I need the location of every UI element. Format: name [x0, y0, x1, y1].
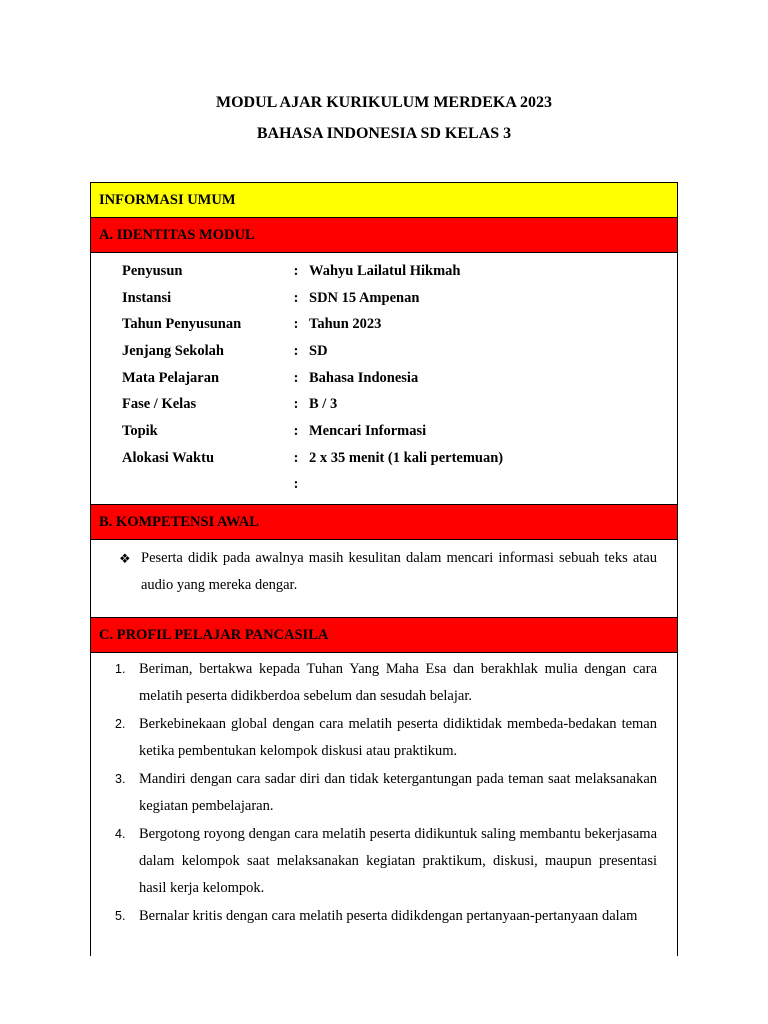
identity-row — [91, 472, 677, 499]
section-header-competence: B. KOMPETENSI AWAL — [91, 505, 677, 540]
identity-label: Tahun Penyusunan — [122, 316, 242, 333]
identity-value: Mencari Informasi — [309, 422, 427, 439]
identity-label: Jenjang Sekolah — [122, 342, 224, 359]
identity-colon: : — [293, 316, 299, 333]
document-title: MODUL AJAR KURIKULUM MERDEKA 2023 — [215, 94, 552, 111]
list-number: 4. — [115, 827, 126, 842]
identity-row — [91, 365, 677, 392]
competence-text: Peserta didik pada awalnya masih kesulitan dalam mencari informasi sebuah teks atau audio yang mereka dengar. — [141, 550, 657, 594]
identity-colon: : — [293, 476, 299, 493]
competence-block — [91, 540, 677, 618]
identity-label: Alokasi Waktu — [122, 449, 215, 466]
list-number: 3. — [115, 772, 126, 787]
identity-colon: : — [293, 449, 299, 466]
list-text: Beriman, bertakwa kepada Tuhan Yang Maha Esa dan berakhlak mulia dengan cara melatih peserta didikberdoa sebelum dan sesudah belajar. — [139, 661, 657, 705]
list-item — [119, 545, 657, 599]
list-number: 5. — [115, 909, 126, 924]
identity-colon: : — [293, 422, 299, 439]
list-item — [115, 656, 657, 710]
list-text: Mandiri dengan cara sadar diri dan tidak ketergantungan pada teman saat melaksanakan kegiatan pembelajaran. — [139, 771, 657, 815]
identity-label: Penyusun — [122, 262, 183, 279]
identity-colon: : — [293, 396, 299, 413]
identity-colon: : — [293, 262, 299, 279]
identity-row — [91, 338, 677, 365]
list-item — [115, 821, 657, 902]
list-number: 2. — [115, 717, 126, 732]
list-item — [115, 711, 657, 765]
identity-row — [91, 445, 677, 472]
identity-label: Fase / Kelas — [122, 396, 197, 413]
module-table — [90, 182, 678, 956]
identity-label: Topik — [122, 422, 158, 439]
identity-colon: : — [293, 289, 299, 306]
identity-row — [91, 285, 677, 312]
identity-value: SDN 15 Ampenan — [309, 289, 420, 306]
identity-row — [91, 258, 677, 285]
identity-row — [91, 391, 677, 418]
list-text: Berkebinekaan global dengan cara melatih peserta didiktidak membeda-bedakan teman ketika pembentukan kelompok diskusi atau praktikum. — [139, 716, 657, 760]
profile-list — [91, 653, 677, 956]
list-item — [115, 766, 657, 820]
identity-label: Mata Pelajaran — [122, 369, 220, 386]
document-subtitle: BAHASA INDONESIA SD KELAS 3 — [256, 125, 512, 142]
identity-colon: : — [293, 342, 299, 359]
identity-value: SD — [309, 342, 328, 359]
identity-value: B / 3 — [309, 396, 338, 413]
list-text: Bergotong royong dengan cara melatih peserta didikuntuk saling membantu bekerjasama dalam kelompok saat melaksanakan kegiatan praktikum, diskusi, maupun presentasi hasil kerja kelompok. — [139, 826, 657, 897]
identity-value: 2 x 35 menit (1 kali pertemuan) — [309, 449, 504, 466]
identity-row — [91, 418, 677, 445]
list-item — [115, 903, 657, 930]
identity-colon: : — [293, 369, 299, 386]
identity-row — [91, 311, 677, 338]
section-header-profile: C. PROFIL PELAJAR PANCASILA — [91, 618, 677, 653]
identity-value: Bahasa Indonesia — [309, 369, 419, 386]
list-text: Bernalar kritis dengan cara melatih peserta didikdengan pertanyaan-pertanyaan dalam — [139, 908, 638, 925]
diamond-bullet-icon: ❖ — [119, 551, 131, 567]
identity-label: Instansi — [122, 289, 172, 306]
identity-value: Tahun 2023 — [309, 316, 382, 333]
identity-value: Wahyu Lailatul Hikmah — [309, 262, 461, 279]
list-number: 1. — [115, 662, 126, 677]
section-header-identity: A. IDENTITAS MODUL — [91, 218, 677, 253]
section-header-general: INFORMASI UMUM — [91, 183, 677, 218]
identity-block — [91, 253, 677, 505]
